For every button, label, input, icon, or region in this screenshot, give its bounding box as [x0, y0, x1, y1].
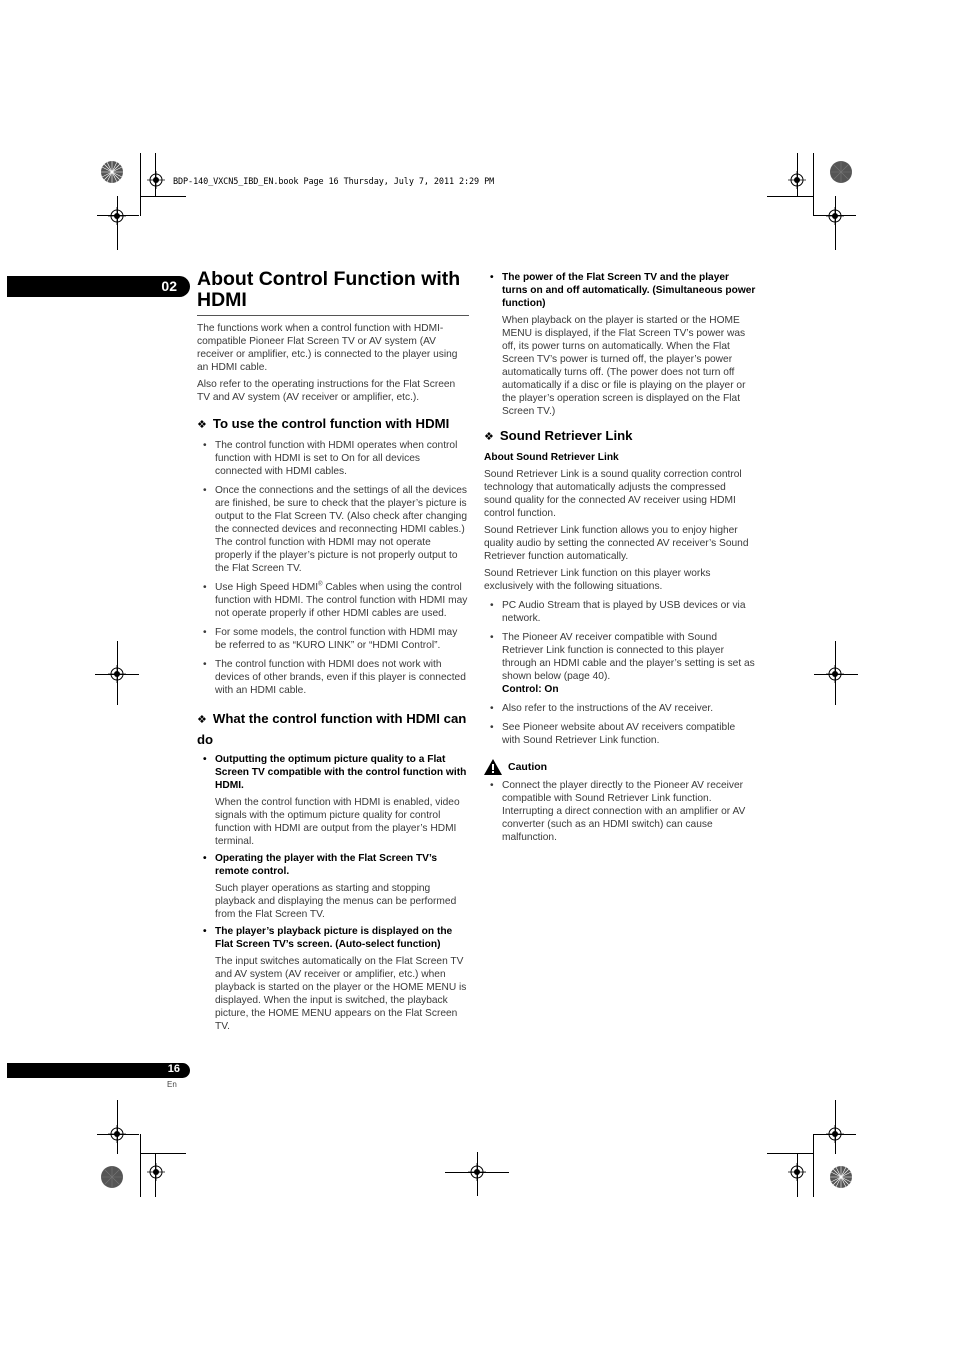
language-label: En — [167, 1080, 177, 1089]
feature-title: • The player’s playback picture is displayed on the Flat Screen TV’s screen. (Auto-select function) — [215, 926, 453, 950]
feature-title: • Operating the player with the Flat Screen TV’s remote control. — [215, 853, 438, 877]
feature-item — [197, 925, 469, 1033]
feature-body: When the control function with HDMI is enabled, video signals with the optimum picture quality for control function with HDMI are output from the player’s HDMI terminal. — [215, 797, 460, 847]
registration-target-icon — [108, 207, 126, 225]
list-item: • The control function with HDMI does not work with devices of other brands, even if this player is connected with an HDMI cable. — [197, 658, 469, 697]
control-setting: Control: On — [502, 684, 559, 695]
registration-target-icon — [826, 665, 844, 683]
star-target-icon — [829, 1165, 853, 1189]
warning-icon — [484, 759, 502, 775]
feature-body: When playback on the player is started or the HOME MENU is displayed, if the Flat Screen TV’s power was off, its power turns on automatically. When the Flat Screen TV’s power is turned off, the player’s power automatically turns off. (The power does not turn off automatically if a disc or file is playing on the player or the player’s operation screen is displayed on the Flat Screen TV.) — [502, 315, 746, 417]
registration-target-icon — [826, 1125, 844, 1143]
feature-list — [484, 271, 756, 418]
crop-mark — [140, 153, 141, 216]
crop-mark — [813, 153, 814, 216]
feature-item — [197, 753, 469, 848]
list-item: • PC Audio Stream that is played by USB devices or via network. — [484, 599, 756, 625]
list-item: • Connect the player directly to the Pioneer AV receiver compatible with Sound Retriever Link function. Interrupting a direct connection with an amplifier or AV converter (such as an HDMI switch) can cause malfunction. — [484, 779, 756, 844]
crop-mark — [140, 1153, 186, 1154]
intro-paragraph: Also refer to the operating instructions for the Flat Screen TV and AV system (AV receiver or amplifier, etc.). — [197, 379, 456, 403]
intro-paragraph: The functions work when a control function with HDMI-compatible Pioneer Flat Screen TV or AV system (AV receiver or amplifier, etc.) is connected to the player using an HDMI cable. — [197, 323, 458, 373]
registration-target-icon — [108, 665, 126, 683]
chapter-number: 02 — [161, 278, 177, 294]
crop-mark — [767, 196, 813, 197]
feature-body: The input switches automatically on the Flat Screen TV and AV system (AV receiver or amplifier, etc.) when playback is started on the player or the HOME MENU is displayed. When the input is switched, the playback picture, the HOME MENU appears on the Flat Screen TV. — [215, 956, 467, 1032]
list-item: • Once the connections and the settings of all the devices are finished, be sure to check that the player’s picture is output to the Flat Screen TV. (Also check after changing the connected devices and reconnecting HDMI cables.) The control function with HDMI may not operate properly if the player’s picture is not properly output to the Flat Screen TV. — [197, 484, 469, 575]
list-item: • The control function with HDMI operates when control function with HDMI is set to On for all devices connected with HDMI cables. — [197, 439, 469, 478]
section-heading: ❖ To use the control function with HDMI — [197, 416, 450, 431]
list-item: • The Pioneer AV receiver compatible with Sound Retriever Link function is connected to this player through an HDMI cable and the player’s setting is set as shown below (page 40). Control: On — [484, 631, 756, 696]
file-info: BDP-140_VXCN5_IBD_EN.book Page 16 Thursday, July 7, 2011 2:29 PM — [173, 177, 495, 187]
bullet-list — [484, 599, 756, 747]
crop-mark — [140, 196, 186, 197]
crop-mark — [140, 1134, 141, 1197]
bullet-list — [197, 439, 469, 697]
diamond-icon: ❖ — [197, 419, 207, 431]
body-paragraph: Sound Retriever Link function on this player works exclusively with the following situations. — [484, 568, 711, 592]
bullet-list — [484, 779, 756, 844]
feature-title: • Outputting the optimum picture quality to a Flat Screen TV compatible with the control function with HDMI. — [215, 754, 467, 791]
registration-target-icon — [147, 1163, 165, 1181]
registration-target-icon — [108, 1125, 126, 1143]
feature-item — [484, 271, 756, 418]
feature-title: • The power of the Flat Screen TV and the player turns on and off automatically. (Simultaneous power function) — [502, 272, 756, 309]
caution-heading: Caution — [484, 759, 756, 775]
page-number: 16 — [167, 1063, 180, 1075]
feature-item — [197, 852, 469, 921]
feature-body: Such player operations as starting and stopping playback and displaying the menus can be performed from the Flat Screen TV. — [215, 883, 457, 920]
registration-target-icon — [788, 1163, 806, 1181]
list-item: • Also refer to the instructions of the AV receiver. — [484, 702, 756, 715]
crop-mark — [813, 1134, 814, 1197]
registration-target-icon — [826, 207, 844, 225]
registration-target-icon — [788, 171, 806, 189]
body-paragraph: Sound Retriever Link function allows you to enjoy higher quality audio by setting the connected AV receiver’s Sound Retriever function automatically. — [484, 525, 749, 562]
diamond-icon: ❖ — [484, 431, 494, 443]
section-heading: ❖ What the control function with HDMI can do — [197, 711, 467, 747]
star-target-icon — [100, 160, 124, 184]
right-column — [484, 271, 756, 850]
diamond-icon: ❖ — [197, 714, 207, 726]
list-item: • Use High Speed HDMI® Cables when using the control function with HDMI. The control function with HDMI may not operate properly if other HDMI cables are used. — [197, 581, 469, 620]
page-number-tab — [7, 1063, 190, 1078]
sub-heading: About Sound Retriever Link — [484, 452, 619, 463]
registration-target-icon — [468, 1163, 486, 1181]
list-item: • For some models, the control function with HDMI may be referred to as “KURO LINK” or “HDMI Control”. — [197, 626, 469, 652]
registration-target-icon — [147, 171, 165, 189]
feature-list — [197, 753, 469, 1033]
crop-mark — [767, 1153, 813, 1154]
star-target-icon — [100, 1165, 124, 1189]
section-heading: ❖ Sound Retriever Link — [484, 428, 633, 443]
left-column — [197, 269, 469, 1037]
page-title: About Control Function with HDMI — [197, 269, 469, 316]
body-paragraph: Sound Retriever Link is a sound quality correction control technology that automatically adjusts the compressed sound quality for the connected AV receiver using HDMI control function. — [484, 469, 742, 519]
chapter-tab — [7, 276, 190, 297]
star-target-icon — [829, 160, 853, 184]
list-item: • See Pioneer website about AV receivers compatible with Sound Retriever Link function. — [484, 721, 756, 747]
